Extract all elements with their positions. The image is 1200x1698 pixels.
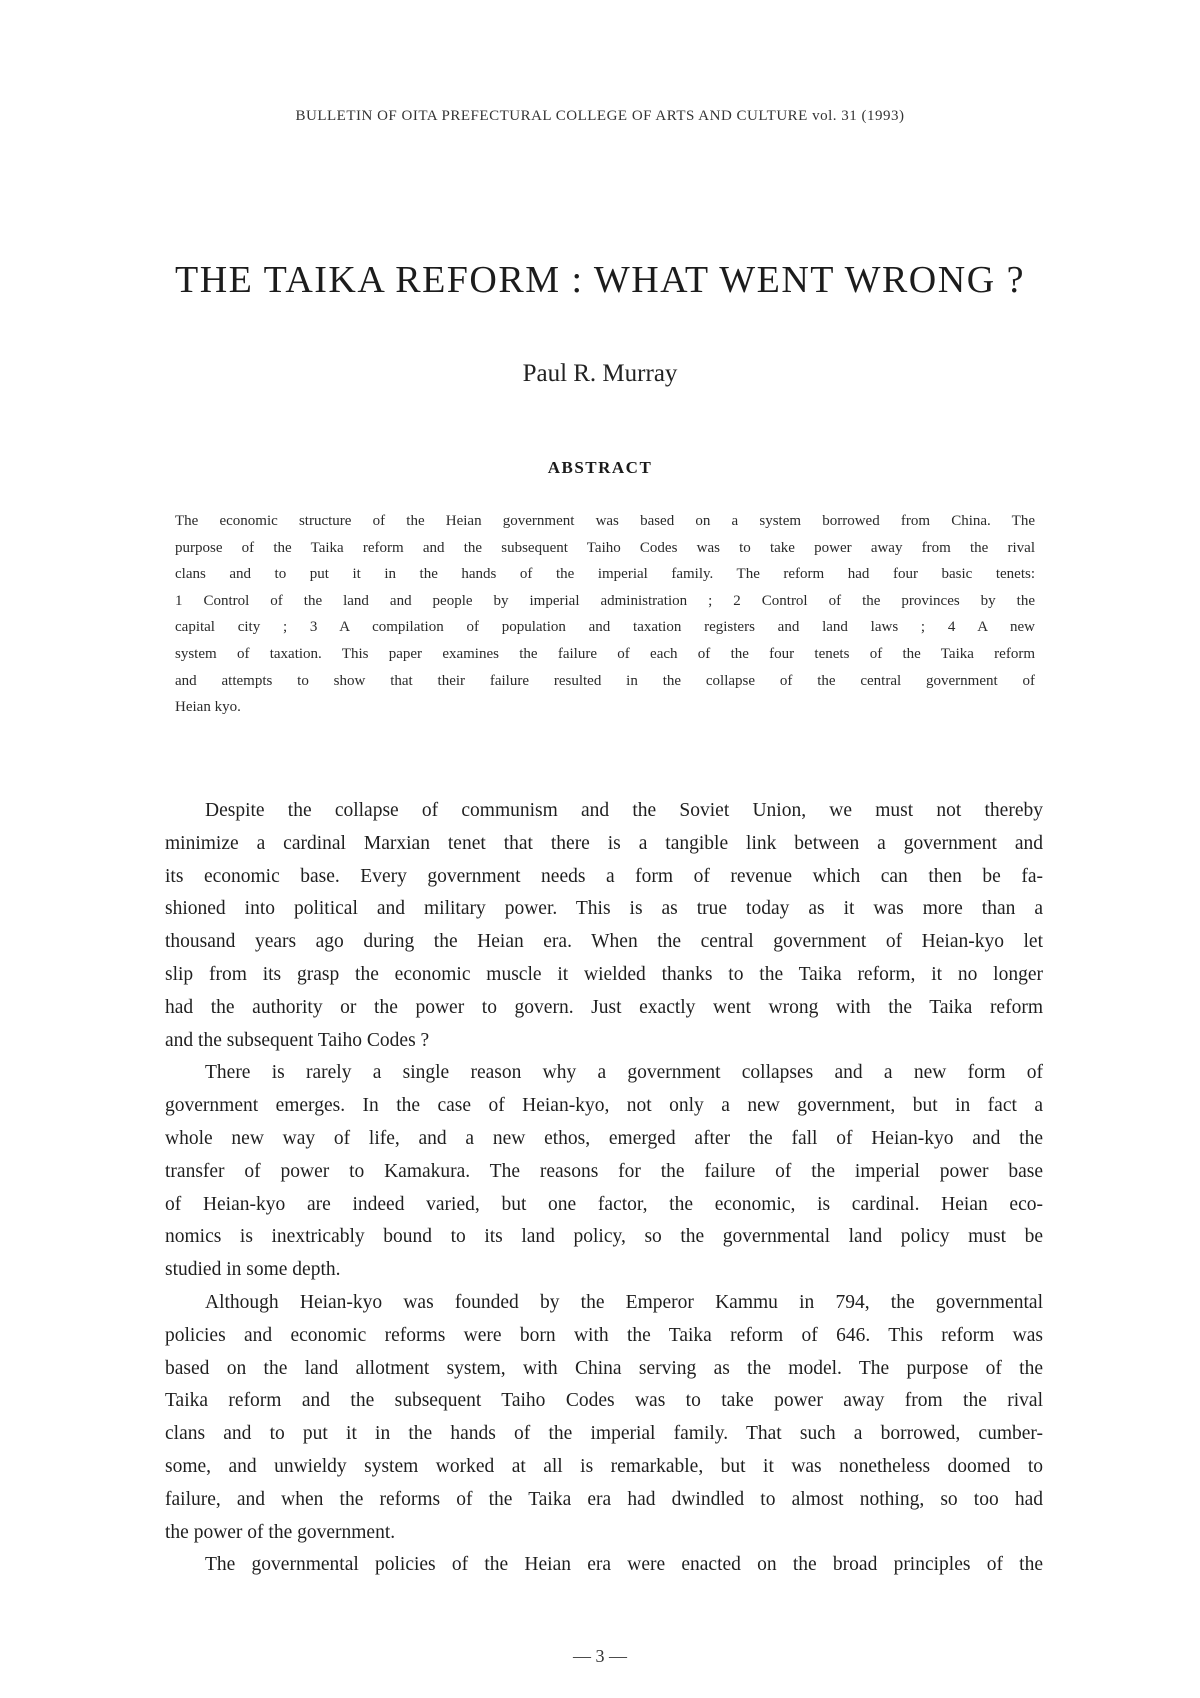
body-line: whole new way of life, and a new ethos, emerged after the fall of Heian-kyo and the <box>165 1127 1043 1149</box>
body-line: Taika reform and the subsequent Taiho Codes was to take power away from the rival <box>165 1390 1043 1412</box>
body-line: and the subsequent Taiho Codes ? <box>165 1029 430 1051</box>
abstract-line: Heian kyo. <box>175 699 241 716</box>
abstract-line: purpose of the Taika reform and the subsequent Taiho Codes was to take power away from the rival <box>175 539 1035 556</box>
abstract-line: The economic structure of the Heian government was based on a system borrowed from China. The <box>175 513 1035 529</box>
body-line: minimize a cardinal Marxian tenet that there is a tangible link between a government and <box>165 832 1043 854</box>
abstract-line: system of taxation. This paper examines the failure of each of the four tenets of the Taika reform <box>175 645 1035 662</box>
abstract-line: and attempts to show that their failure resulted in the collapse of the central government of <box>175 672 1035 689</box>
abstract-line: clans and to put it in the hands of the imperial family. The reform had four basic tenets: <box>175 566 1035 583</box>
body-line: government emerges. In the case of Heian-kyo, not only a new government, but in fact a <box>165 1095 1043 1117</box>
body-line: failure, and when the reforms of the Taika era had dwindled to almost nothing, so too had <box>165 1488 1043 1510</box>
body-line: some, and unwieldy system worked at all is remarkable, but it was nonetheless doomed to <box>165 1455 1043 1477</box>
body-line: studied in some depth. <box>165 1259 341 1281</box>
body-line: had the authority or the power to govern. Just exactly went wrong with the Taika reform <box>165 996 1043 1018</box>
article-author: Paul R. Murray <box>522 360 678 387</box>
body-line: slip from its grasp the economic muscle it wielded thanks to the Taika reform, it no longer <box>165 963 1043 985</box>
abstract-body <box>175 508 1035 721</box>
body-line: thousand years ago during the Heian era. When the central government of Heian-kyo let <box>165 931 1043 953</box>
body-line: The governmental policies of the Heian era were enacted on the broad principles of the <box>205 1554 1043 1576</box>
body-line: There is rarely a single reason why a government collapses and a new form of <box>205 1062 1043 1084</box>
body-line: shioned into political and military power. This is as true today as it was more than a <box>165 898 1043 920</box>
body-line: Despite the collapse of communism and the Soviet Union, we must not thereby <box>205 800 1043 821</box>
article-title: THE TAIKA REFORM : WHAT WENT WRONG ? <box>174 259 1025 301</box>
abstract-heading: ABSTRACT <box>547 458 653 477</box>
body-line: policies and economic reforms were born with the Taika reform of 646. This reform was <box>165 1324 1043 1346</box>
body-line: nomics is inextricably bound to its land policy, so the governmental land policy must be <box>165 1226 1043 1248</box>
body-line: the power of the government. <box>165 1521 396 1543</box>
body-line: based on the land allotment system, with China serving as the model. The purpose of the <box>165 1357 1043 1379</box>
body-line: of Heian-kyo are indeed varied, but one factor, the economic, is cardinal. Heian eco- <box>165 1193 1043 1215</box>
body-line: its economic base. Every government needs a form of revenue which can then be fa- <box>165 865 1043 887</box>
running-head: BULLETIN OF OITA PREFECTURAL COLLEGE OF ARTS AND CULTURE vol. 31 (1993) <box>295 108 905 124</box>
body-text <box>165 795 1043 1582</box>
body-line: Although Heian-kyo was founded by the Emperor Kammu in 794, the governmental <box>205 1291 1043 1313</box>
body-line: clans and to put it in the hands of the imperial family. That such a borrowed, cumber- <box>165 1423 1043 1445</box>
page-number: — 3 — <box>573 1646 627 1666</box>
abstract-line: capital city ; 3 A compilation of population and taxation registers and land laws ; 4 A new <box>175 619 1035 636</box>
abstract-line: 1 Control of the land and people by imperial administration ; 2 Control of the provinces by the <box>175 592 1035 609</box>
body-line: transfer of power to Kamakura. The reasons for the failure of the imperial power base <box>165 1160 1043 1182</box>
